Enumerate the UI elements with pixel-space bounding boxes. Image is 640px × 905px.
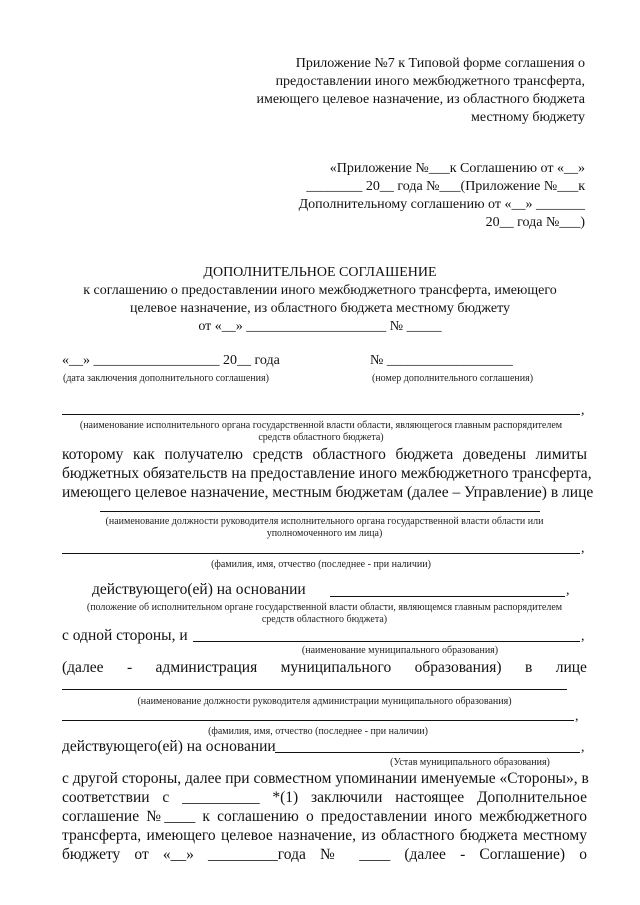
- fio-line-1: [62, 553, 580, 554]
- final-line-2: соответствии с __________ *(1) заключили настоящее Дополнительное: [62, 789, 587, 806]
- agreement-number-field: № __________________: [370, 353, 513, 368]
- fio-caption-1: (фамилия, имя, отчество (последнее - при наличии): [211, 559, 431, 570]
- final-line-4: трансферта, имеющего целевое назначение, из областного бюджета местному: [62, 827, 587, 844]
- admin-word-6: в: [524, 659, 533, 676]
- position-caption-1: (наименование должности руководителя исполнительного органа государственной власти области или: [105, 516, 544, 527]
- final-line-1: с другой стороны, далее при совместном упоминании именуемые «Стороны», в: [62, 770, 589, 787]
- admin-position-line: [62, 689, 567, 690]
- authority-caption-2: средств областного бюджета): [258, 432, 384, 443]
- annex-ref-line-1: «Приложение №___к Соглашению от «__»: [329, 161, 585, 176]
- annex-line-2: предоставлении иного межбюджетного трансферта,: [275, 74, 585, 89]
- municipality-caption: (наименование муниципального образования): [301, 645, 499, 656]
- authority-name-line: [62, 414, 580, 415]
- acting-basis-label-2: действующего(ей) на основании: [62, 738, 276, 755]
- basis-line-1: [330, 596, 565, 597]
- agreement-date-field: «__» __________________ 20__ года: [62, 353, 280, 368]
- comma: ,: [581, 403, 585, 418]
- fio-caption-2: (фамилия, имя, отчество (последнее - при наличии): [208, 726, 428, 737]
- subtitle-line-2: целевое назначение, из областного бюджета местному бюджету: [129, 301, 511, 316]
- admin-word-7: лице: [555, 659, 587, 676]
- subtitle-line-3: от «__» ____________________ № _____: [198, 319, 442, 334]
- admin-word-4: муниципального: [280, 659, 392, 676]
- regulation-caption-2: средств областного бюджета): [261, 614, 388, 625]
- comma: ,: [575, 709, 579, 724]
- document-title: ДОПОЛНИТЕЛЬНОЕ СОГЛАШЕНИЕ: [203, 265, 437, 280]
- annex-line-4: местному бюджету: [471, 110, 585, 125]
- acting-basis-label-1: действующего(ей) на основании: [92, 581, 306, 598]
- comma: ,: [581, 629, 585, 644]
- position-line: [100, 511, 540, 512]
- authority-caption-1: (наименование исполнительного органа государственной власти области, являющегося главным распорядителем: [79, 420, 563, 431]
- fio-line-2: [62, 720, 574, 721]
- recipient-line-1: которому как получателю средств областного бюджета доведены лимиты: [62, 446, 587, 463]
- admin-word-1: (далее: [62, 659, 104, 676]
- subtitle-line-1: к соглашению о предоставлении иного межбюджетного трансферта, имеющего: [83, 283, 557, 298]
- admin-line: [62, 658, 587, 677]
- charter-caption: (Устав муниципального образования): [390, 757, 550, 768]
- recipient-line-2: бюджетных обязательств на предоставление иного межбюджетного трансферта,: [62, 465, 592, 482]
- annex-ref-line-2: ________ 20__ года №___(Приложение №___к: [306, 179, 585, 194]
- basis-line-2: [275, 752, 580, 753]
- recipient-line-3: имеющего целевое назначение, местным бюджетам (далее – Управление) в лице: [62, 484, 594, 501]
- annex-ref-line-4: 20__ года №___): [485, 215, 585, 230]
- regulation-caption-1: (положение об исполнительном органе государственной власти области, являющемся главным распорядителем: [86, 602, 563, 613]
- comma: ,: [566, 583, 570, 598]
- one-side-label: с одной стороны, и: [62, 627, 188, 644]
- admin-position-caption: (наименование должности руководителя администрации муниципального образования): [137, 696, 512, 707]
- date-caption: (дата заключения дополнительного соглашения): [63, 373, 269, 384]
- final-line-3: соглашение №____ к соглашению о предоставлении иного межбюджетного: [62, 808, 587, 825]
- comma: ,: [581, 541, 585, 556]
- number-caption: (номер дополнительного соглашения): [372, 373, 534, 384]
- final-line-5: бюджету от «__» _________года № ____ (далее - Соглашение) о: [62, 846, 587, 863]
- municipality-line: [193, 641, 580, 642]
- annex-ref-line-3: Дополнительному соглашению от «__» _______: [298, 197, 585, 212]
- position-caption-2: уполномоченного им лица): [266, 528, 383, 539]
- annex-line-3: имеющего целевое назначение, из областного бюджета: [256, 92, 585, 107]
- comma: ,: [581, 740, 585, 755]
- annex-line-1: Приложение №7 к Типовой форме соглашения о: [295, 56, 585, 71]
- admin-word-5: образования): [414, 659, 502, 676]
- admin-word-3: администрация: [155, 659, 258, 676]
- admin-word-2: -: [126, 659, 133, 676]
